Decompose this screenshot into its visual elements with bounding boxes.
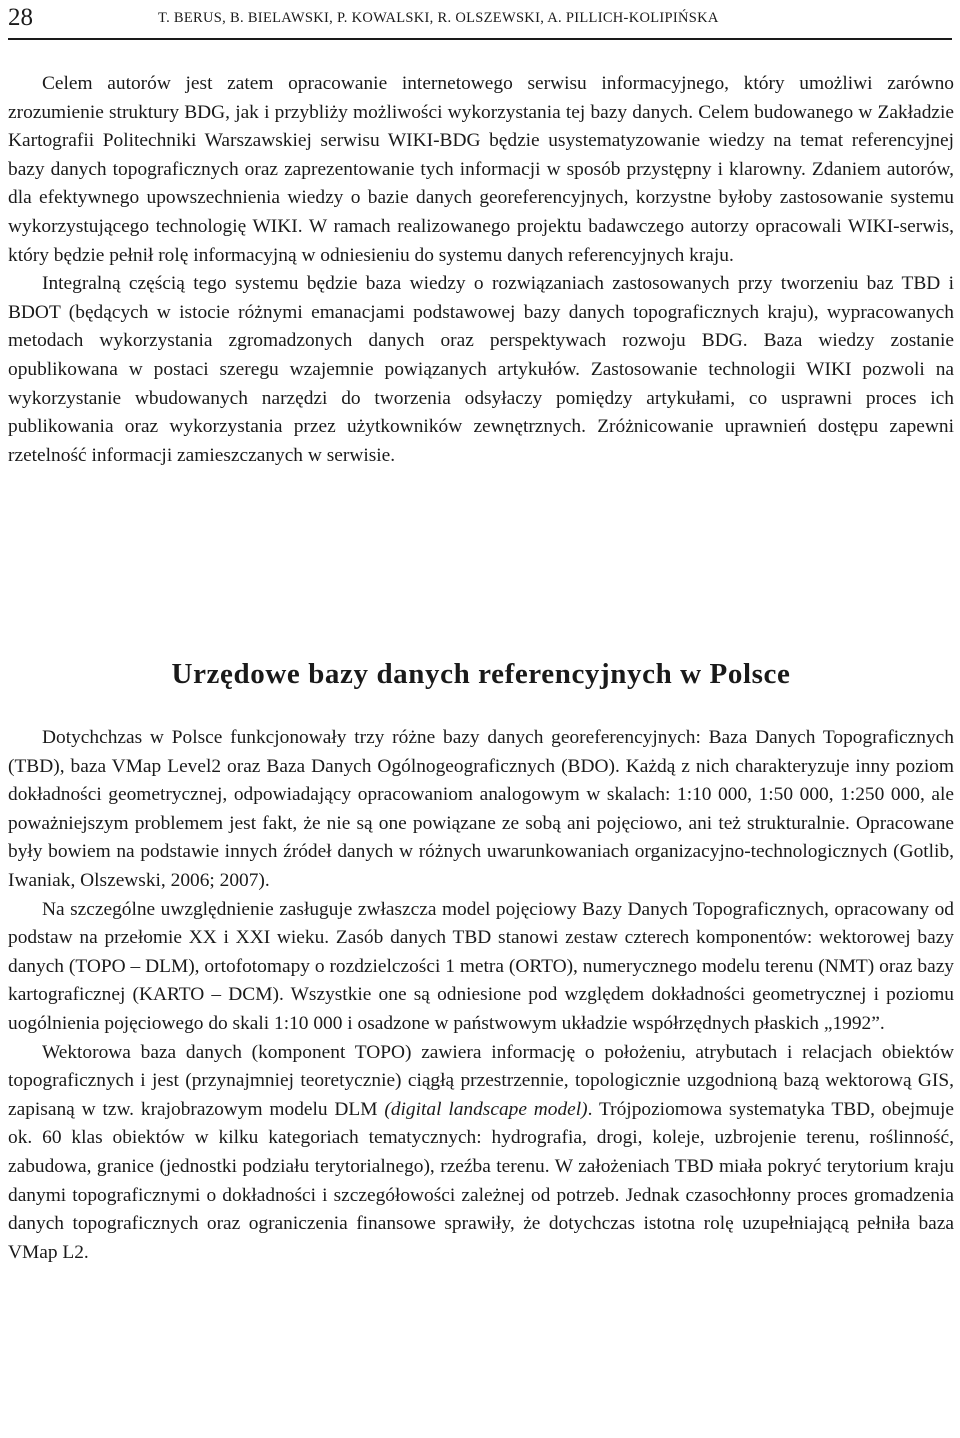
running-head-authors: T. BERUS, B. BIELAWSKI, P. KOWALSKI, R. OLSZEWSKI, A. PILLICH-KOLIPIŃSKA bbox=[158, 10, 719, 26]
section-heading: Urzędowe bazy danych referencyjnych w Polsce bbox=[171, 658, 791, 690]
paragraph-text: Wektorowa baza danych (komponent TOPO) zawiera informację o położeniu, atrybutach i relacjach obiektów topograficznych i jest (przynajmniej teoretycznie) ciągłą przestrzennie, topologicznie uzgodnioną bazą wektorową GIS, zapisaną w tzw. krajobrazowym modelu DLM bbox=[8, 1041, 954, 1120]
body-text-bottom bbox=[8, 724, 954, 1267]
italic-term: (digital landscape model) bbox=[384, 1098, 588, 1120]
paragraph bbox=[8, 1039, 954, 1268]
page-header bbox=[8, 2, 952, 40]
body-text-top bbox=[8, 70, 954, 470]
paragraph-text: . Trójpoziomowa systematyka TBD, obejmuje ok. 60 klas obiektów w kilku kategoriach tematycznych: hydrografia, drogi, koleje, uzbrojenie terenu, roślinność, zabudowa, granice (jednostki podziału terytorialnego), rzeźba terenu. W założeniach TBD miała pokryć terytorium kraju danymi topograficznymi o dokładności i szczegółowości zależnej od potrzeb. Jednak czasochłonny proces gromadzenia danych topograficznych oraz ograniczenia finansowe sprawiły, że dotychczas istotna rolę uzupełniającą pełniła baza VMap L2. bbox=[8, 1098, 954, 1263]
page-number: 28 bbox=[8, 4, 33, 31]
paragraph: Dotychchzas w Polsce funkcjonowały trzy różne bazy danych georeferencyjnych: Baza Danych Topograficznych (TBD), baza VMap Level2 oraz Baza Danych Ogólnogeograficznych (BDO). Każdą z nich charakteryzuje inny poziom dokładności geometrycznej, odpowiadający opracowaniom analogowym w skalach: 1:10 000, 1:50 000, 1:250 000, ale poważniejszym problemem jest fakt, że nie są one powiązane ze sobą ani pojęciowo, ani też strukturalnie. Opracowane były bowiem na podstawie innych źródeł danych w różnych uwarunkowaniach organizacyjno-technologicznych (Gotlib, Iwaniak, Olszewski, 2006; 2007). bbox=[8, 727, 954, 891]
paragraph: Na szczególne uwzględnienie zasługuje zwłaszcza model pojęciowy Bazy Danych Topograficznych, opracowany od podstaw na przełomie XX i XXI wieku. Zasób danych TBD stanowi zestaw czterech komponentów: wektorowej bazy danych (TOPO – DLM), ortofotomapy o rozdzielczości 1 metra (ORTO), numerycznego modelu terenu (NMT) oraz bazy kartograficznej (KARTO – DCM). Wszystkie one są odniesione pod względem dokładności geometrycznej i poziomu uogólnienia pojęciowego do skali 1:10 000 i osadzone w państwowym układzie współrzędnych płaskich „1992”. bbox=[8, 898, 954, 1034]
paragraph: Celem autorów jest zatem opracowanie internetowego serwisu informacyjnego, który umożliwi zarówno zrozumienie struktury BDG, jak i przybliży możliwości wykorzystania tej bazy danych. Celem budowanego w Zakładzie Kartografii Politechniki Warszawskiej serwisu WIKI-BDG będzie usystematyzowanie wiedzy na temat referencyjnej bazy danych topograficznych oraz zaprezentowanie tych informacji w sposób przystępny i klarowny. Zdaniem autorów, dla efektywnego upowszechnienia wiedzy o bazie danych georeferencyjnych, korzystne byłoby zastosowanie systemu wykorzystującego technologię WIKI. W ramach realizowanego projektu badawczego autorzy opracowali WIKI-serwis, który będzie pełnił rolę informacyjną w odniesieniu do systemu danych referencyjnych kraju. bbox=[8, 73, 954, 266]
paragraph: Integralną częścią tego systemu będzie baza wiedzy o rozwiązaniach zastosowanych przy tworzeniu baz TBD i BDOT (będących w istocie różnymi emanacjami podstawowej bazy danych topograficznych kraju), wypracowanych metodach wykorzystania zgromadzonych danych oraz perspektywach rozwoju BDG. Baza wiedzy zostanie opublikowana w postaci szeregu wzajemnie powiązanych artykułów. Zastosowanie technologii WIKI pozwoli na wykorzystanie wbudowanych narzędzi do tworzenia odsyłaczy pomiędzy artykułami, co usprawni proces ich publikowania oraz wykorzystania przez użytkowników zewnętrznych. Zróżnicowanie uprawnień dostępu zapewni rzetelność informacji zamieszczanych w serwisie. bbox=[8, 273, 954, 466]
